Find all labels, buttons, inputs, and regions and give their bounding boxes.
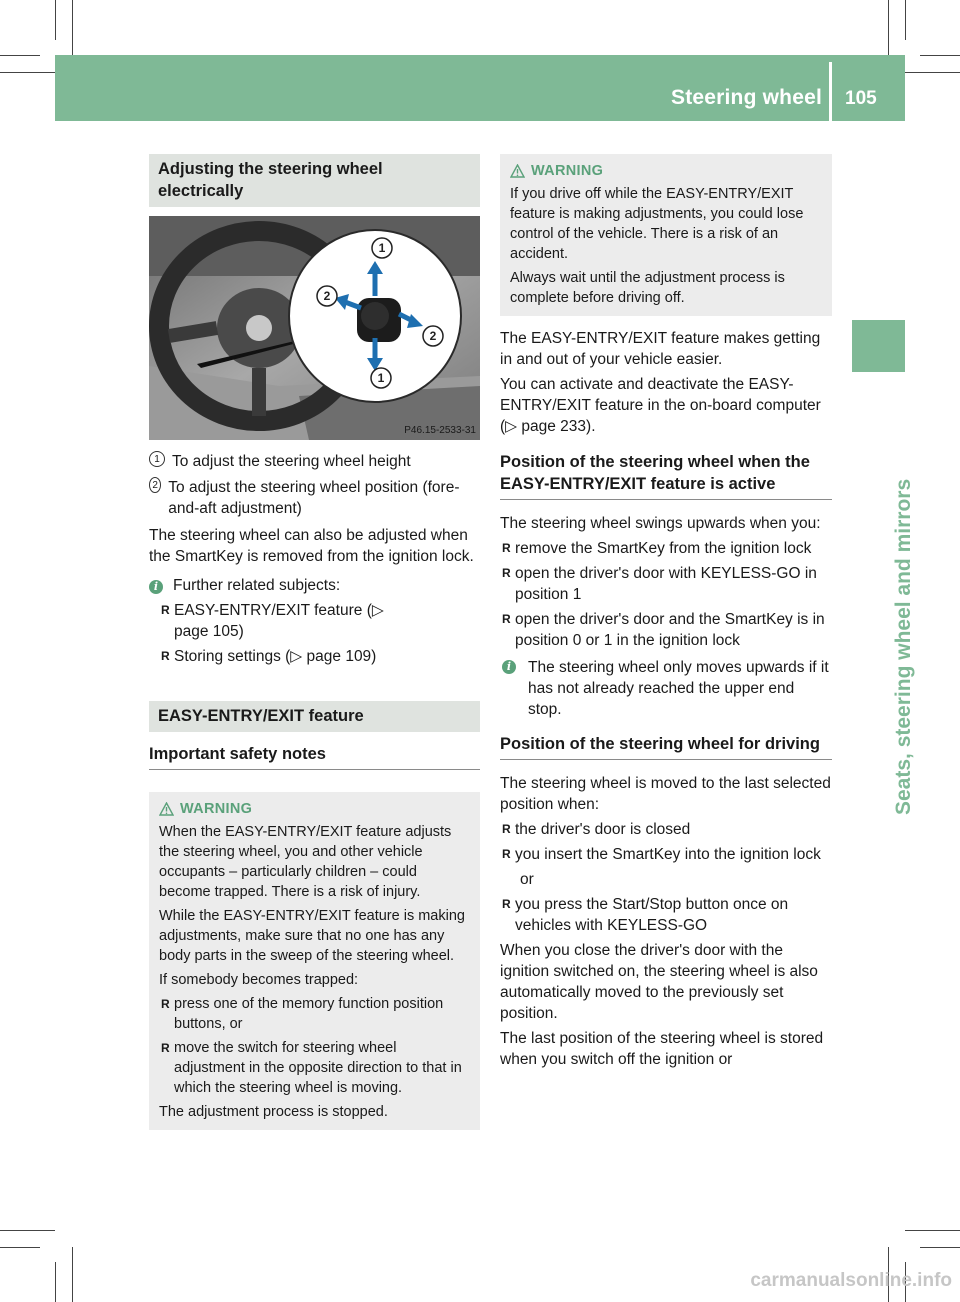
caption-list: [149, 451, 480, 519]
warning-icon: [510, 164, 525, 178]
crop-mark: [0, 72, 55, 73]
chapter-tab: [864, 395, 915, 815]
crop-mark: [888, 0, 889, 55]
chapter-tab-marker: [852, 320, 905, 372]
list-item: R you insert the SmartKey into the ignition lock: [500, 844, 832, 865]
figure-code: P46.15-2533-31: [404, 425, 476, 436]
list-item: R press one of the memory function position buttons, or: [159, 994, 470, 1034]
list-item: R you press the Start/Stop button once on vehicles with KEYLESS-GO: [500, 894, 832, 936]
caption-item: [149, 477, 480, 519]
crop-mark: [72, 0, 73, 55]
warning-box: [500, 154, 832, 316]
warning-title: WARNING: [159, 799, 470, 819]
list-item: R the driver's door is closed: [500, 819, 832, 840]
info-icon: i: [502, 660, 516, 674]
crop-mark: [72, 1247, 73, 1302]
page-title: Steering wheel: [670, 86, 822, 109]
body-paragraph: The steering wheel can also be adjusted when the SmartKey is removed from the ignition lock.: [149, 527, 474, 565]
info-text: The steering wheel only moves upwards if it has not already reached the upper end stop.: [528, 659, 829, 718]
body-paragraph: The last position of the steering wheel is stored when you switch off the ignition or: [500, 1030, 824, 1068]
caption-text: To adjust the steering wheel position (fore-and-aft adjustment): [168, 479, 460, 517]
crop-mark: [905, 0, 906, 40]
section-heading: Adjusting the steering wheel electrically: [149, 154, 480, 207]
link-text[interactable]: EASY-ENTRY/EXIT feature (▷ page 105): [174, 602, 384, 640]
warning-title: WARNING: [510, 161, 822, 181]
callout-2: 2: [323, 289, 331, 303]
crop-mark: [55, 1262, 56, 1302]
crop-mark: [0, 1230, 55, 1231]
subheading: Position of the steering wheel when the EASY-ENTRY/EXIT feature is active: [500, 451, 832, 500]
list-item: R move the switch for steering wheel adjustment in the opposite direction to that in which the steering wheel is moving.: [159, 1038, 470, 1098]
right-column: [500, 154, 832, 1070]
list-item: [159, 600, 480, 642]
watermark: carmanualsonline.info: [750, 1270, 952, 1291]
body-paragraph: The EASY-ENTRY/EXIT feature makes getting in and out of your vehicle easier.: [500, 330, 821, 368]
body-paragraph: The steering wheel is moved to the last selected position when:: [500, 775, 831, 813]
number-badge: 2: [149, 477, 161, 493]
info-text: Further related subjects:: [173, 577, 341, 594]
warning-text: If somebody becomes trapped:: [159, 972, 359, 988]
body-paragraph: You can activate and deactivate the EASY-ENTRY/EXIT feature in the on-board computer (▷ page 233).: [500, 376, 821, 435]
crop-mark: [0, 1247, 40, 1248]
or-text: or: [520, 871, 534, 888]
list-item: R open the driver's door with KEYLESS-GO in position 1: [500, 563, 832, 605]
warning-text: If you drive off while the EASY-ENTRY/EXIT feature is making adjustments, you could lose control of the vehicle. There is a risk of an accident.: [510, 186, 804, 262]
link-text[interactable]: Storing settings (▷ page 109): [174, 648, 377, 665]
caption-text: To adjust the steering wheel height: [172, 453, 411, 470]
list-item: [159, 646, 480, 667]
warning-text: While the EASY-ENTRY/EXIT feature is making adjustments, make sure that no one has any body parts in the sweep of the steering wheel.: [159, 908, 465, 964]
subheading: Position of the steering wheel for driving: [500, 733, 832, 760]
crop-mark: [920, 1247, 960, 1248]
warning-text: Always wait until the adjustment process is complete before driving off.: [510, 270, 785, 306]
callout-1: 1: [378, 241, 386, 255]
list-item: R open the driver's door and the SmartKey is in position 0 or 1 in the ignition lock: [500, 609, 832, 651]
info-icon: i: [149, 580, 163, 594]
crop-mark: [905, 72, 960, 73]
warning-text: When the EASY-ENTRY/EXIT feature adjusts the steering wheel, you and other vehicle occupants – particularly children – could become trapped. There is a risk of injury.: [159, 824, 452, 900]
section-heading: EASY-ENTRY/EXIT feature: [149, 701, 480, 732]
steering-wheel-figure: [149, 216, 480, 440]
callout-2: 2: [429, 329, 437, 343]
info-note: [149, 575, 480, 667]
list-item: R remove the SmartKey from the ignition lock: [500, 538, 832, 559]
crop-mark: [920, 55, 960, 56]
warning-text: The adjustment process is stopped.: [159, 1104, 388, 1120]
body-paragraph: When you close the driver's door with the ignition switched on, the steering wheel is also automatically moved to the previously set position.: [500, 942, 818, 1022]
number-badge: 1: [149, 451, 165, 467]
warning-icon: [159, 802, 174, 816]
crop-mark: [905, 1230, 960, 1231]
subheading: Important safety notes: [149, 743, 480, 770]
crop-mark: [55, 0, 56, 40]
callout-1: 1: [377, 371, 385, 385]
crop-mark: [0, 55, 40, 56]
caption-item: [149, 451, 480, 472]
chapter-tab-label: Seats, steering wheel and mirrors: [892, 478, 915, 815]
info-note: [500, 657, 832, 720]
warning-box: [149, 792, 480, 1130]
page-number: 105: [845, 88, 877, 109]
header-divider: [829, 62, 832, 121]
left-column: [149, 154, 480, 1130]
figure: [149, 216, 480, 440]
body-paragraph: The steering wheel swings upwards when you:: [500, 515, 821, 532]
